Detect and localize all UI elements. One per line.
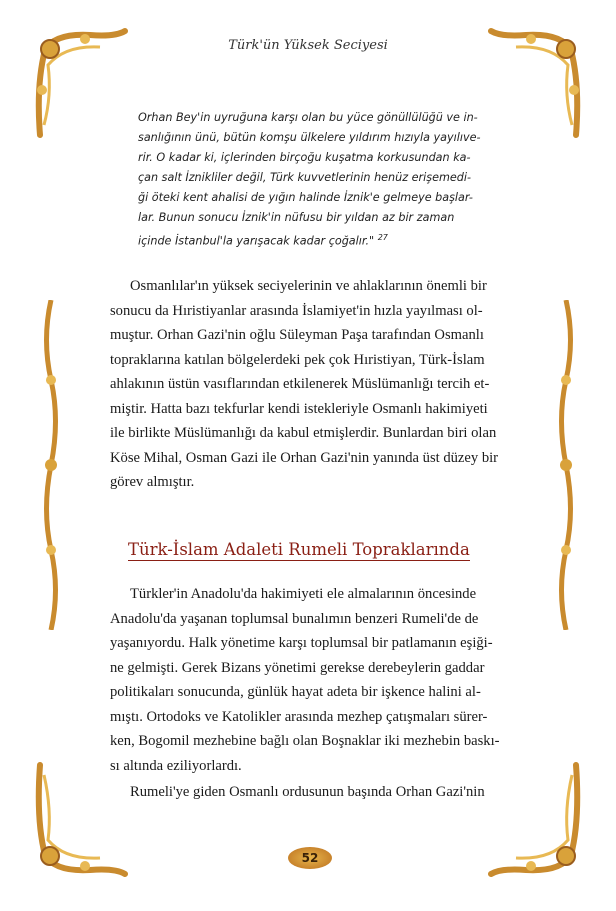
paragraph-2 xyxy=(110,582,520,778)
running-header: Türk'ün Yüksek Seciyesi xyxy=(228,38,388,53)
paragraph-line: görev almıştır. xyxy=(110,474,195,490)
quote-line: sanlığının ünü, bütün komşu ülkelere yıldırım hızıyla yayılıve- xyxy=(138,131,481,144)
footnote-marker[interactable]: 27 xyxy=(377,233,388,242)
quote-line: içinde İstanbul'la yarışacak kadar çoğalır." xyxy=(138,234,375,248)
paragraph-line: miştir. Hatta bazı tekfurlar kendi istekleriyle Osmanlı hakimiyeti xyxy=(110,400,488,417)
ornament-bottom-right xyxy=(486,760,586,880)
section-heading: Türk-İslam Adaleti Rumeli Topraklarında xyxy=(128,540,470,559)
paragraph-line: mıştı. Ortodoks ve Katolikler arasında mezhep çatışmaları sürer- xyxy=(110,708,488,725)
paragraph-line: ahlakının üstün vasıflarından etkilenerek Müslümanlığı tercih et- xyxy=(110,376,490,392)
quote-line: ği öteki kent ahalisi de yığın halinde İznik'e gelmeye başlar- xyxy=(138,191,473,204)
paragraph-line: sonucu da Hıristiyanlar arasında İslamiyet'in hızla yayılması ol- xyxy=(110,302,483,319)
paragraph-line: politikaları sonucunda, günlük hayat adeta bir işkence halini al- xyxy=(110,684,481,700)
ornament-left-side xyxy=(38,300,64,630)
paragraph-line: Köse Mihal, Osman Gazi ile Orhan Gazi'nin yanında üst düzey bir xyxy=(110,449,499,466)
paragraph-1 xyxy=(110,274,520,495)
paragraph-line: topraklarına katılan bölgelerdeki pek çok Hıristiyan, Türk-İslam xyxy=(110,351,485,368)
ornament-right-side xyxy=(553,300,579,630)
paragraph-line: ken, Bogomil mezhebine bağlı olan Boşnaklar iki mezhebin baskı- xyxy=(110,733,500,749)
paragraph-line: Osmanlılar'ın yüksek seciyelerinin ve ahlaklarının önemli bir xyxy=(130,278,487,294)
quote-line-last xyxy=(138,228,500,252)
paragraph-line: Anadolu'da yaşanan toplumsal bunalımın benzeri Rumeli'de de xyxy=(110,610,479,627)
quote-line: rir. O kadar ki, içlerinden birçoğu kuşatma korkusundan ka- xyxy=(138,151,471,164)
paragraph-3 xyxy=(110,780,520,805)
paragraph-line: Türkler'in Anadolu'da hakimiyeti ele almalarının öncesinde xyxy=(130,586,477,602)
paragraph-line: yaşanıyordu. Halk yönetime karşı toplumsal bir patlamanın eşiği- xyxy=(110,635,493,651)
quote-block xyxy=(138,108,500,252)
page-number: 52 xyxy=(288,847,332,869)
paragraph-line: ne gelmişti. Gerek Bizans yönetimi gerekse derebeylerin gaddar xyxy=(110,659,485,676)
paragraph-line: muştur. Orhan Gazi'nin oğlu Süleyman Paşa tarafından Osmanlı xyxy=(110,327,484,343)
ornament-bottom-left xyxy=(30,760,130,880)
quote-line: lar. Bunun sonucu İznik'in nüfusu bir yıldan az bir zaman xyxy=(138,211,455,224)
paragraph-line: Rumeli'ye giden Osmanlı ordusunun başında Orhan Gazi'nin xyxy=(130,784,485,800)
paragraph-line: sı altında eziliyorlardı. xyxy=(110,757,242,774)
quote-line: Orhan Bey'in uyruğuna karşı olan bu yüce gönüllülüğü ve in- xyxy=(138,111,478,124)
paragraph-line: ile birlikte Müslümanlığı da kabul etmişlerdir. Bunlardan biri olan xyxy=(110,425,497,441)
quote-line: çan salt İznikliler değil, Türk kuvvetlerinin henüz erişemedi- xyxy=(138,171,471,184)
